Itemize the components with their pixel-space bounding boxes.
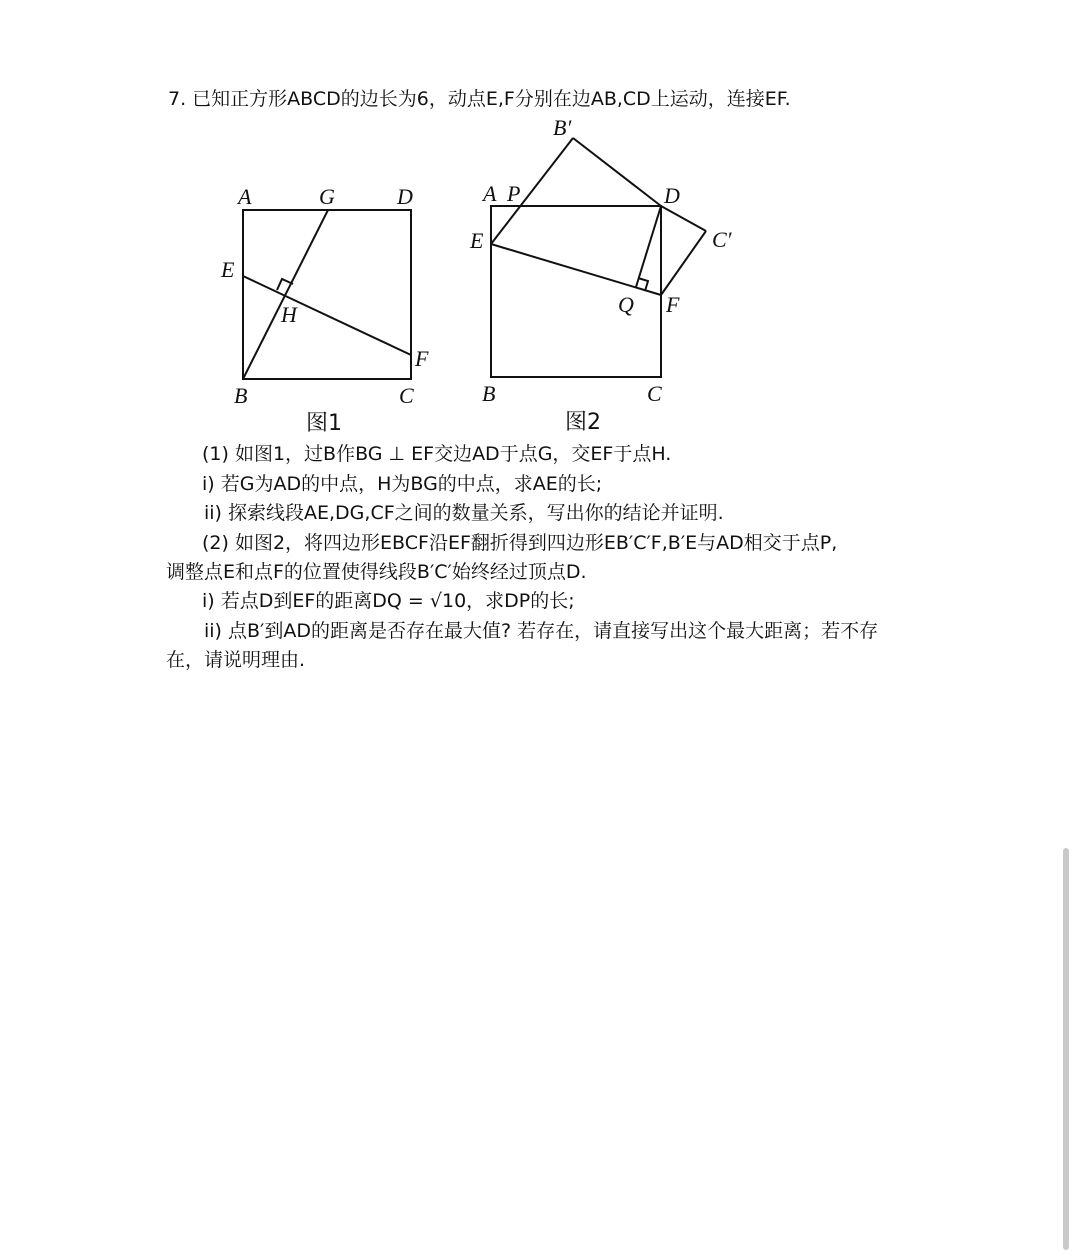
problem-intro: 7. 已知正方形ABCD的边长为6，动点E,F分别在边AB,CD上运动，连接EF.: [168, 88, 791, 110]
label-a-fig1: A: [238, 184, 252, 209]
segment-ef-fig2: [491, 244, 661, 295]
scrollbar-thumb[interactable]: [1063, 848, 1069, 1250]
question-1-i: i) 若G为AD的中点，H为BG的中点，求AE的长;: [202, 473, 603, 495]
square-abcd-fig1: [243, 210, 411, 379]
label-g-fig1: G: [319, 184, 335, 209]
segment-dq: [636, 206, 661, 287]
segment-c-prime-f: [661, 231, 706, 295]
question-2-ii-cont: 在，请说明理由.: [166, 649, 306, 671]
label-f-fig1: F: [415, 346, 429, 371]
label-e-fig2: E: [470, 228, 484, 253]
figure-1: [220, 184, 429, 436]
segment-bg: [243, 210, 328, 379]
label-d-fig1: D: [397, 184, 413, 209]
segment-d-c-prime: [661, 206, 706, 231]
figure-2: [469, 115, 733, 435]
label-b-fig1: B: [234, 383, 248, 408]
label-h-fig1: H: [281, 302, 297, 327]
caption-fig2: 图2: [565, 410, 601, 435]
question-2: (2) 如图2，将四边形EBCF沿EF翻折得到四边形EB′C′F,B′E与AD相交于点P,: [202, 532, 838, 554]
question-1: (1) 如图1，过B作BG ⊥ EF交边AD于点G，交EF于点H.: [202, 443, 672, 465]
label-b-fig2: B: [482, 381, 496, 406]
segment-b-prime-d: [573, 138, 661, 206]
label-f-fig2: F: [666, 292, 680, 317]
square-abcd-fig2: [491, 206, 661, 377]
label-c-fig2: C: [647, 381, 662, 406]
label-q-fig2: Q: [618, 292, 634, 317]
label-c-fig1: C: [399, 383, 414, 408]
geometry-figures: [0, 0, 1080, 440]
label-c-prime-fig2: C′: [712, 227, 732, 252]
segment-ef: [243, 276, 411, 355]
question-2-ii: ii) 点B′到AD的距离是否存在最大值? 若存在，请直接写出这个最大距离；若不存: [204, 620, 879, 642]
caption-fig1: 图1: [306, 411, 342, 436]
label-e-fig1: E: [221, 257, 235, 282]
label-b-prime-fig2: B′: [553, 115, 572, 140]
question-2-cont: 调整点E和点F的位置使得线段B′C′始终经过顶点D.: [166, 561, 587, 583]
label-d-fig2: D: [664, 183, 680, 208]
label-a-fig2: A: [483, 181, 497, 206]
segment-eb-prime: [491, 138, 573, 244]
label-p-fig2: P: [507, 181, 521, 206]
question-2-i: i) 若点D到EF的距离DQ = √10，求DP的长;: [202, 590, 575, 612]
question-1-ii: ii) 探索线段AE,DG,CF之间的数量关系，写出你的结论并证明.: [204, 502, 724, 524]
